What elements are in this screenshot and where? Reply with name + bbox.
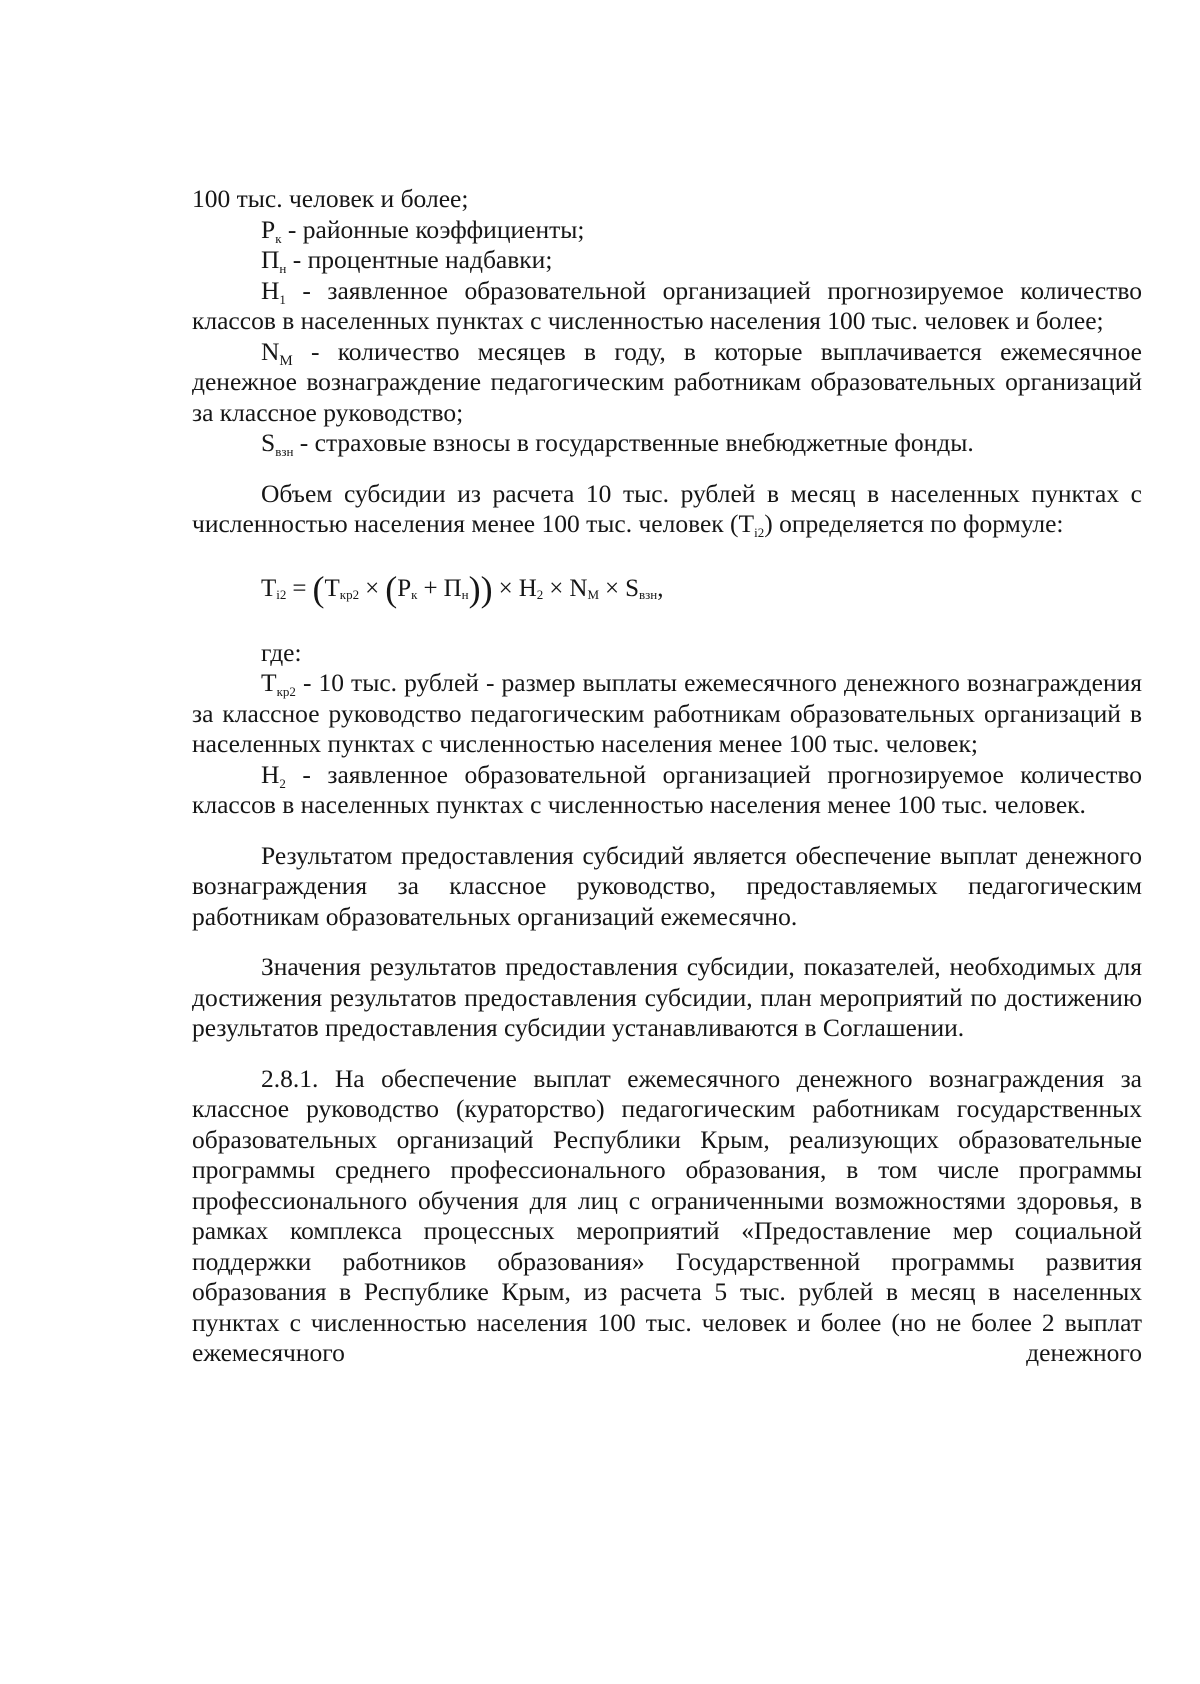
formula-times-1: × — [365, 575, 380, 603]
formula-times-3: × — [549, 575, 564, 603]
pn-sub: н — [279, 261, 287, 276]
formula-n: N — [569, 575, 588, 603]
s-sub: взн — [275, 444, 294, 459]
formula-ti2: Т $_{i2}$ = ( Т $_{кр2}$ × ( Р $_к$ + П $_н$ )) × Н $_2$ × N $_M$ × S $_{взн}$ , — [261, 568, 664, 609]
where-label: где: — [261, 637, 302, 667]
result-paragraph: Результатом предоставления субсидий является обеспечение выплат денежного вознаграждения за классное руководство, предоставляемых педагогическим работникам образовательных организаций ежемесячно. — [192, 840, 1142, 931]
h2-sub: 2 — [279, 775, 286, 791]
section-2-8-1-paragraph: 2.8.1. На обеспечение выплат ежемесячного денежного вознаграждения за классное руководство (кураторство) педагогическим работникам государственных образовательных организаций Республики Крым, реализующих образовательные программы среднего профессионального образования, в том числе программы профессионального обучения для лиц с ограниченными возможностями здоровья, в рамках комплекса процессных мероприятий «Предоставление мер социальной поддержки работников образования» Государственной программы развития образования в Республике Крым, из расчета 5 тыс. рублей в месяц в населенных пунктах с численностью населения 100 тыс. человек и более (но не более 2 выплат ежемесячного денежного — [192, 1063, 1142, 1367]
s-text: - страховые взносы в государственные внебюджетные фонды. — [293, 428, 974, 457]
formula-equals: = — [292, 575, 307, 603]
h1-sub: 1 — [279, 291, 286, 307]
tkr-text: - 10 тыс. рублей - размер выплаты ежемесячного денежного вознаграждения за классное руководство педагогическим работникам образовательных организаций в населенных пунктах с численностью населения менее 100 тыс. человек; — [192, 668, 1142, 758]
line-l1: 100 тыс. человек и более; — [192, 184, 469, 213]
formula-pn: П — [443, 575, 462, 603]
pk-symbol: Р — [261, 214, 276, 244]
def-pk — [192, 215, 1142, 246]
tkr-sub: кр2 — [276, 684, 296, 699]
def-nm — [192, 337, 1142, 429]
volume-paragraph — [192, 479, 1142, 540]
def-s — [192, 428, 1142, 459]
def-tkr2 — [192, 668, 1142, 760]
volume-text-b: ) определяется по формуле: — [764, 509, 1064, 538]
tkr-symbol: Т — [261, 668, 277, 697]
formula-times-2: × — [498, 575, 513, 603]
h2-symbol: Н — [261, 759, 280, 789]
h1-text: - заявленное образовательной организацией прогнозируемое количество классов в населенных пунктах с численностью населения 100 тыс. человек и более; — [192, 275, 1142, 335]
nm-sub: M — [279, 352, 293, 369]
formula-s: S — [625, 575, 640, 603]
formula-times-4: × — [605, 575, 620, 603]
formula-plus: + — [423, 575, 438, 603]
values-paragraph: Значения результатов предоставления субсидии, показателей, необходимых для достижения результатов предоставления субсидии, план мероприятий по достижению результатов предоставления субсидии устанавливаются в Соглашении. — [192, 952, 1142, 1042]
formula-h: Н — [518, 575, 537, 603]
s-symbol: S — [261, 428, 276, 457]
formula-lhs: Т — [261, 575, 277, 603]
def-pn — [192, 245, 1142, 276]
nm-symbol: N — [261, 336, 280, 366]
nm-text: - количество месяцев в году, в которые выплачивается ежемесячное денежное вознаграждение педагогическим работникам образовательных организаций за классное руководство; — [192, 336, 1142, 427]
h1-symbol: Н — [261, 275, 280, 305]
document-page — [192, 184, 1142, 1369]
def-h1 — [192, 276, 1142, 337]
pk-sub: к — [275, 230, 282, 246]
pn-symbol: П — [261, 245, 280, 274]
volume-text-a: Объем субсидии из расчета 10 тыс. рублей в месяц в населенных пунктах с численностью населения менее 100 тыс. человек (Т — [192, 478, 1142, 538]
h2-text: - заявленное образовательной организацией прогнозируемое количество классов в населенных пунктах с численностью населения менее 100 тыс. человек. — [192, 759, 1142, 819]
volume-sub: i2 — [754, 525, 765, 540]
def-h2 — [192, 760, 1142, 821]
formula-t: Т — [324, 575, 340, 603]
formula-comma: , — [657, 575, 664, 603]
pn-text: - процентные надбавки; — [286, 245, 553, 274]
formula-p: Р — [397, 575, 412, 603]
pk-text: - районные коэффициенты; — [281, 214, 585, 244]
